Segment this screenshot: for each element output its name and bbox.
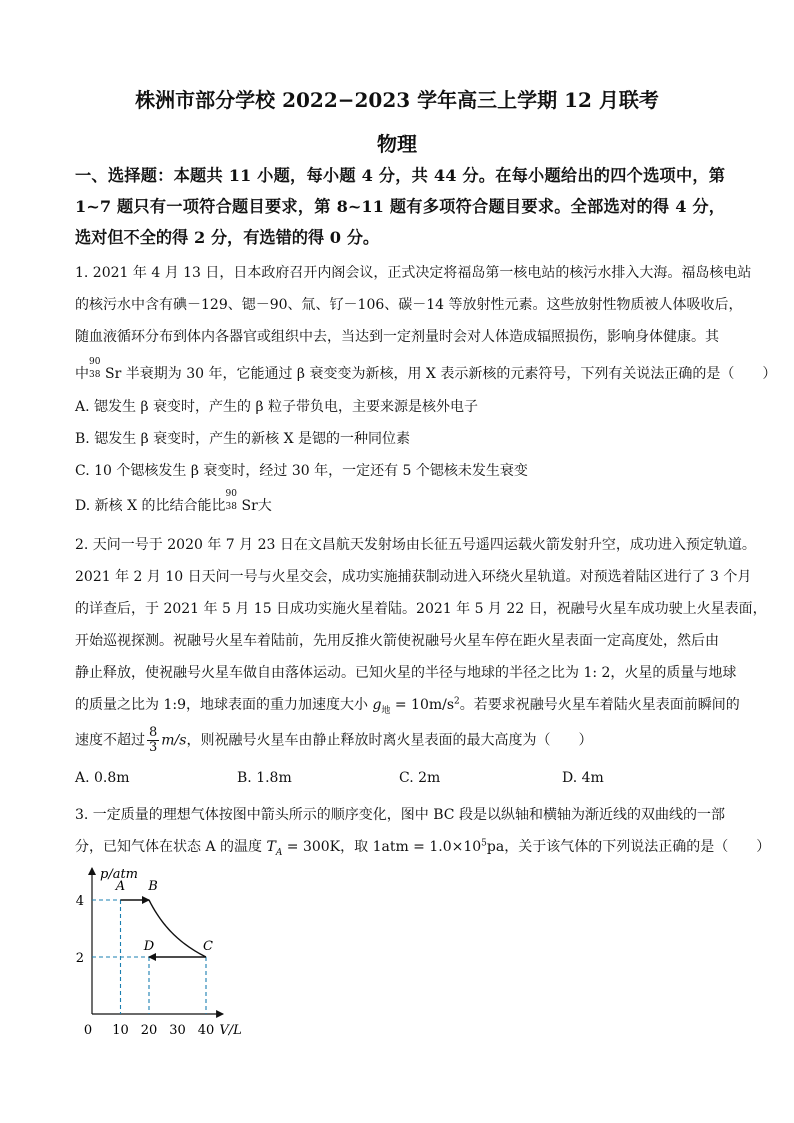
q3-line-2-mid: ，取 1atm = 1.0×10 bbox=[340, 839, 482, 855]
temperature-subscript: A bbox=[275, 847, 283, 858]
q1-option-c: C. 10 个锶核发生 β 衰变时，经过 30 年，一定还有 5 个锶核未发生衰变 bbox=[75, 463, 528, 479]
speed-unit: m/s bbox=[161, 732, 187, 749]
q2-line-6-post: 。若要求祝融号火星车着陆火星表面前瞬间的 bbox=[459, 697, 740, 713]
x-tick-label: 40 bbox=[197, 1023, 215, 1038]
q2-line-6-pre: 的质量之比为 1:9，地球表面的重力加速度大小 bbox=[75, 697, 373, 713]
point-label-A: A bbox=[115, 879, 126, 894]
subject-title: 物理 bbox=[377, 132, 417, 156]
y-axis-label: p/atm bbox=[100, 867, 139, 882]
gravity-subscript: 地 bbox=[381, 705, 391, 716]
q1-line-1: 1. 2021 年 4 月 13 日，日本政府召开内阁会议，正式决定将福岛第一核电站的核污水排入大海。福岛核电站 bbox=[75, 265, 752, 281]
pressure-exponent: 5 bbox=[481, 838, 487, 849]
q1-line-4 bbox=[75, 357, 777, 383]
q1-option-b: B. 锶发生 β 衰变时，产生的新核 X 是锶的一种同位素 bbox=[75, 431, 411, 447]
q3-line-2-pre: 分，已知气体在状态 A 的温度 bbox=[75, 839, 267, 855]
x-tick-label: 10 bbox=[112, 1023, 129, 1038]
exam-title: 株洲市部分学校 2022−2023 学年高三上学期 12 月联考 bbox=[135, 88, 659, 112]
temperature-symbol: T bbox=[266, 839, 276, 855]
q2-option-c: C. 2m bbox=[399, 770, 441, 786]
gravity-value: = 10m/s bbox=[390, 697, 455, 713]
q3-line-2-post: pa，关于该气体的下列说法正确的是（ ） bbox=[486, 839, 771, 855]
gravity-symbol: g bbox=[372, 697, 382, 713]
q1-line-2: 的核污水中含有碘－129、锶－90、氚、钌－106、碳－14 等放射性元素。这些放射性物质被人体吸收后， bbox=[75, 297, 743, 313]
q1-line-4-post: 半衰期为 30 年，它能通过 β 衰变变为新核，用 X 表示新核的元素符号，下列有关说法正确的是（ ） bbox=[121, 366, 777, 382]
strontium-isotope-d bbox=[225, 489, 242, 512]
x-tick-label: 0 bbox=[83, 1023, 93, 1038]
q1-line-3: 随血液循环分布到体内各器官或组织中去，当达到一定剂量时会对人体造成辐照损伤，影响身体健康。其 bbox=[75, 329, 719, 345]
q2-line-7-pre: 速度不超过 bbox=[75, 732, 145, 749]
temperature-value: = 300K bbox=[282, 839, 341, 855]
q1-option-a: A. 锶发生 β 衰变时，产生的 β 粒子带负电，主要来源是核外电子 bbox=[75, 399, 478, 415]
isotope-symbol: Sr bbox=[105, 366, 122, 382]
q1-option-d-post: 大 bbox=[257, 498, 272, 514]
isotope-number: 38 bbox=[89, 370, 101, 380]
q2-option-b: B. 1.8m bbox=[237, 770, 292, 786]
q2-option-a: A. 0.8m bbox=[75, 770, 130, 786]
q2-line-5: 静止释放，使祝融号火星车做自由落体运动。已知火星的半径与地球的半径之比为 1: 2，火星的质量与地球 bbox=[75, 665, 737, 681]
x-tick-label: 30 bbox=[169, 1023, 186, 1038]
isotope-number-d: 38 bbox=[225, 502, 237, 512]
gravity-exponent: 2 bbox=[454, 696, 460, 707]
x-axis-label: V/L bbox=[219, 1023, 242, 1038]
q2-line-3: 的详查后，于 2021 年 5 月 15 日成功实施火星着陆。2021 年 5 月 22 日，祝融号火星车成功驶上火星表面， bbox=[75, 601, 767, 617]
point-label-B: B bbox=[148, 879, 158, 894]
q2-line-2: 2021 年 2 月 10 日天问一号与火星交会，成功实施捕获制动进入环绕火星轨道。对预选着陆区进行了 3 个月 bbox=[75, 569, 752, 585]
isotope-symbol-d: Sr bbox=[241, 498, 258, 514]
process-BC bbox=[149, 900, 206, 957]
point-label-C: C bbox=[203, 939, 213, 954]
q3-line-2 bbox=[75, 836, 770, 858]
q2-line-6 bbox=[75, 694, 740, 716]
isotope-mass-d: 90 bbox=[225, 489, 237, 499]
y-tick-label: 2 bbox=[75, 951, 84, 966]
q2-option-d: D. 4m bbox=[562, 770, 604, 786]
q2-line-7-post: ，则祝融号火星车由静止释放时离火星表面的最大高度为（ ） bbox=[186, 732, 593, 749]
x-tick-label: 20 bbox=[140, 1023, 158, 1038]
fraction-numerator: 8 bbox=[149, 725, 158, 740]
isotope-mass: 90 bbox=[89, 357, 101, 367]
section-instructions: 一、选择题：本题共 11 小题，每小题 4 分，共 44 分。在每小题给出的四个选项中，第 1~7 题只有一项符合题目要求，第 8~11 题有多项符合题目要求。全部选对的得 4 分，选对但不全的得 2 分，有选错的得 0 分。 bbox=[75, 166, 725, 247]
speed-fraction bbox=[147, 726, 159, 755]
strontium-isotope bbox=[89, 357, 105, 380]
q1-option-d bbox=[75, 489, 272, 515]
q3-line-1: 3. 一定质量的理想气体按图中箭头所示的顺序变化，图中 BC 段是以纵轴和横轴为渐近线的双曲线的一部 bbox=[75, 807, 725, 823]
q1-option-d-pre: D. 新核 X 的比结合能比 bbox=[75, 498, 226, 514]
q2-line-7 bbox=[75, 726, 592, 755]
q1-line-4-pre: 中 bbox=[75, 366, 89, 382]
point-label-D: D bbox=[143, 939, 155, 954]
q2-line-1: 2. 天问一号于 2020 年 7 月 23 日在文昌航天发射场由长征五号遥四运载火箭发射升空，成功进入预定轨道。 bbox=[75, 537, 756, 553]
q2-line-4: 开始巡视探测。祝融号火星车着陆前，先用反推火箭使祝融号火星车停在距火星表面一定高度处，然后由 bbox=[75, 633, 719, 649]
y-tick-label: 4 bbox=[75, 894, 84, 909]
fraction-denominator: 3 bbox=[149, 740, 158, 755]
pv-diagram bbox=[75, 862, 278, 1038]
